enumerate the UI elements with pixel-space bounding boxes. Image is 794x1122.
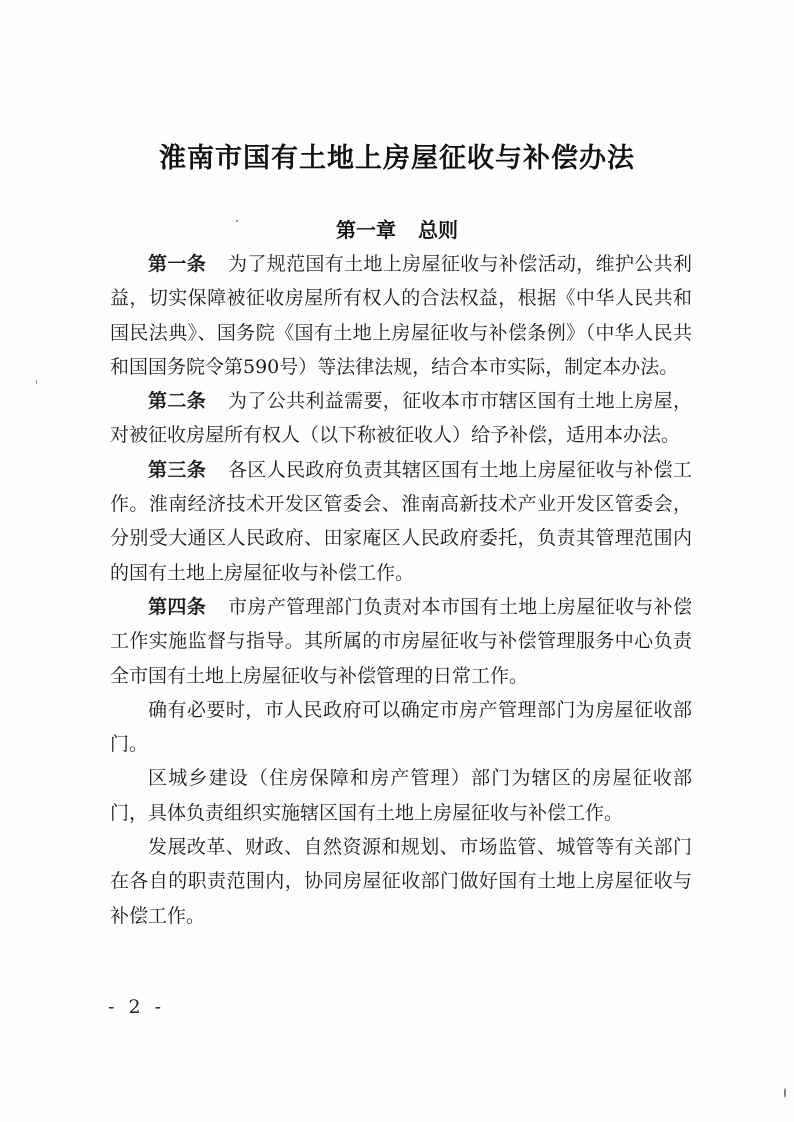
article-text: 市房产管理部门负责对本市国有土地上房屋征收与补偿工作实施监督与指导。其所属的市房屋征收与补偿管理服务中心负责全市国有土地上房屋征收与补偿管理的日常工作。: [110, 595, 692, 687]
scan-speck: [784, 1088, 786, 1098]
article-label: 第一条: [148, 253, 207, 275]
article-text: 为了规范国有土地上房屋征收与补偿活动，维护公共利益，切实保障被征收房屋所有权人的合法权益，根据《中华人民共和国民法典》、国务院《国有土地上房屋征收与补偿条例》（中华人民共和国国务院令第590号）等法律法规，结合本市实际，制定本办法。: [110, 253, 692, 378]
article-1-paragraph: [110, 247, 692, 384]
scan-speck: [236, 220, 238, 222]
chapter-name: 总则: [418, 218, 458, 242]
article-label: 第四条: [148, 595, 207, 618]
chapter-label: 第一章: [336, 218, 396, 242]
page-number: - 2 -: [108, 996, 166, 1018]
body-paragraph: 确有必要时，市人民政府可以确定市房产管理部门为房屋征收部门。: [110, 698, 692, 756]
article-label: 第二条: [148, 390, 207, 413]
document-body: [110, 247, 692, 933]
article-2-paragraph: [110, 384, 692, 453]
document-title: 淮南市国有土地上房屋征收与补偿办法: [159, 143, 635, 174]
article-text: 为了公共利益需要，征收本市市辖区国有土地上房屋，对被征收房屋所有权人（以下称被征收人）给予补偿，适用本办法。: [110, 390, 692, 447]
scan-speck: [36, 380, 37, 384]
article-text: 各区人民政府负责其辖区国有土地上房屋征收与补偿工作。淮南经济技术开发区管委会、淮南高新技术产业开发区管委会，分别受大通区人民政府、田家庵区人民政府委托，负责其管理范围内的国有土地上房屋征收与补偿工作。: [110, 458, 692, 584]
article-4-paragraph: [110, 590, 692, 693]
article-label: 第三条: [148, 458, 207, 481]
body-paragraph: 区城乡建设（住房保障和房产管理）部门为辖区的房屋征收部门，具体负责组织实施辖区国有土地上房屋征收与补偿工作。: [110, 767, 692, 824]
chapter-heading: [0, 214, 794, 243]
article-3-paragraph: [110, 453, 692, 590]
body-paragraph: 发展改革、财政、自然资源和规划、市场监管、城管等有关部门在各自的职责范围内，协同房屋征收部门做好国有土地上房屋征收与补偿工作。: [110, 836, 692, 927]
